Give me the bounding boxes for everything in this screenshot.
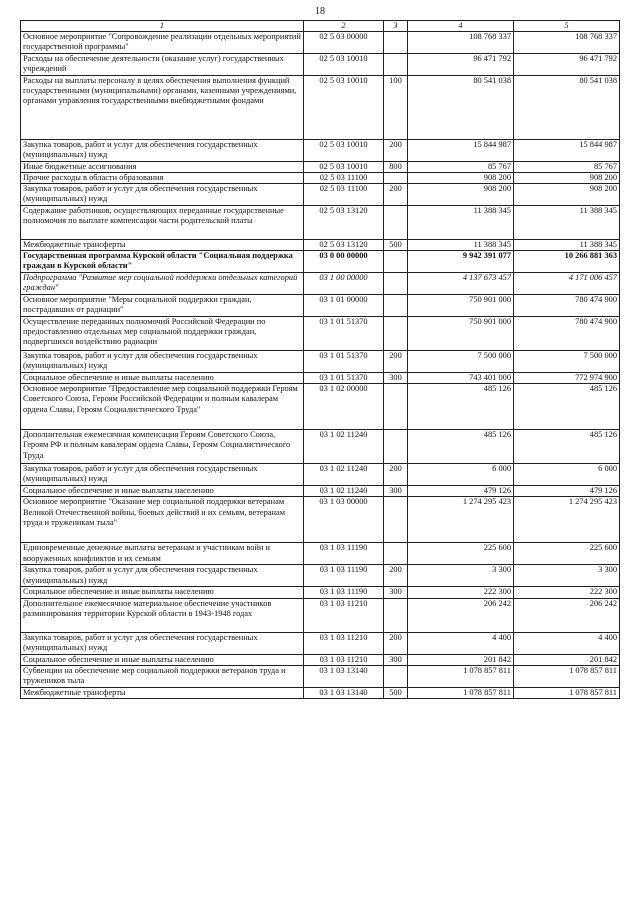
cell-vr: 800 <box>384 162 408 173</box>
cell-sum1: 908 200 <box>408 173 514 184</box>
table-row <box>21 240 620 251</box>
table-row <box>21 497 620 543</box>
cell-code: 03 1 02 11240 <box>304 464 384 486</box>
cell-sum1: 750 901 000 <box>408 317 514 351</box>
cell-sum1: 108 768 337 <box>408 32 514 54</box>
table-row <box>21 464 620 486</box>
cell-code: 03 1 02 11240 <box>304 430 384 464</box>
cell-sum1: 1 078 857 811 <box>408 665 514 687</box>
cell-sum1: 3 300 <box>408 565 514 587</box>
cell-sum2: 780 474 900 <box>514 295 620 317</box>
budget-table <box>20 20 620 699</box>
cell-vr <box>384 317 408 351</box>
cell-code: 03 1 01 00000 <box>304 295 384 317</box>
cell-code: 03 1 03 11210 <box>304 654 384 665</box>
cell-name: Закупка товаров, работ и услуг для обеспечения государственных (муниципальных) нужд <box>21 184 304 206</box>
table-row <box>21 543 620 565</box>
cell-sum1: 1 078 857 811 <box>408 687 514 698</box>
cell-sum2: 11 388 345 <box>514 240 620 251</box>
cell-code: 02 5 03 13120 <box>304 206 384 240</box>
cell-sum1: 6 000 <box>408 464 514 486</box>
cell-vr <box>384 251 408 273</box>
cell-code: 02 5 03 10010 <box>304 54 384 76</box>
cell-name: Подпрограмма "Развитие мер социальной поддержки отдельных категорий граждан" <box>21 273 304 295</box>
cell-vr <box>384 54 408 76</box>
table-row <box>21 206 620 240</box>
cell-sum2: 225 600 <box>514 543 620 565</box>
cell-name: Социальное обеспечение и иные выплаты населению <box>21 373 304 384</box>
cell-sum2: 15 844 987 <box>514 140 620 162</box>
table-row <box>21 687 620 698</box>
cell-code: 03 1 03 13140 <box>304 687 384 698</box>
column-number-sum1: 4 <box>408 21 514 32</box>
cell-code: 03 1 02 00000 <box>304 384 384 430</box>
cell-name: Закупка товаров, работ и услуг для обеспечения государственных (муниципальных) нужд <box>21 140 304 162</box>
table-row <box>21 351 620 373</box>
table-row <box>21 162 620 173</box>
cell-sum2: 80 541 038 <box>514 76 620 140</box>
cell-sum2: 780 474 900 <box>514 317 620 351</box>
cell-sum1: 4 400 <box>408 632 514 654</box>
cell-sum1: 479 126 <box>408 486 514 497</box>
cell-name: Социальное обеспечение и иные выплаты населению <box>21 587 304 598</box>
cell-sum2: 11 388 345 <box>514 206 620 240</box>
cell-name: Дополнительное ежемесячное материальное обеспечение участников разминирования территории Курской области в 1943-1948 годах <box>21 598 304 632</box>
cell-vr: 500 <box>384 240 408 251</box>
cell-vr <box>384 497 408 543</box>
cell-name: Единовременные денежные выплаты ветеранам и участникам войн и вооруженных конфликтов и их семьям <box>21 543 304 565</box>
column-number-vr: 3 <box>384 21 408 32</box>
table-row <box>21 173 620 184</box>
cell-sum1: 485 126 <box>408 384 514 430</box>
table-row <box>21 32 620 54</box>
cell-code: 03 1 03 11210 <box>304 598 384 632</box>
cell-name: Содержание работников, осуществляющих переданные государственные полномочия по выплате компенсации части родительской платы <box>21 206 304 240</box>
cell-sum2: 772 974 900 <box>514 373 620 384</box>
cell-vr: 200 <box>384 140 408 162</box>
cell-sum2: 222 300 <box>514 587 620 598</box>
column-number-sum2: 5 <box>514 21 620 32</box>
cell-code: 03 1 03 00000 <box>304 497 384 543</box>
cell-sum2: 4 171 006 457 <box>514 273 620 295</box>
cell-sum2: 7 500 000 <box>514 351 620 373</box>
cell-sum1: 15 844 987 <box>408 140 514 162</box>
column-number-code: 2 <box>304 21 384 32</box>
column-number-row <box>21 21 620 32</box>
cell-sum1: 222 300 <box>408 587 514 598</box>
cell-name: Осуществление переданных полномочий Российской Федерации по предоставлению отдельных мер социальной поддержки граждан, подвергшихся воздействию радиации <box>21 317 304 351</box>
cell-vr <box>384 295 408 317</box>
table-row <box>21 317 620 351</box>
cell-vr <box>384 598 408 632</box>
cell-vr: 300 <box>384 587 408 598</box>
cell-sum1: 7 500 000 <box>408 351 514 373</box>
table-row <box>21 76 620 140</box>
cell-code: 02 5 03 10010 <box>304 162 384 173</box>
cell-sum1: 11 388 345 <box>408 206 514 240</box>
column-number-name: 1 <box>21 21 304 32</box>
cell-vr: 200 <box>384 565 408 587</box>
cell-name: Социальное обеспечение и иные выплаты населению <box>21 654 304 665</box>
cell-vr: 100 <box>384 76 408 140</box>
cell-sum2: 201 842 <box>514 654 620 665</box>
cell-sum2: 908 200 <box>514 173 620 184</box>
cell-vr <box>384 32 408 54</box>
cell-code: 03 1 01 51370 <box>304 351 384 373</box>
table-row <box>21 430 620 464</box>
cell-sum2: 1 078 857 811 <box>514 687 620 698</box>
cell-code: 02 5 03 00000 <box>304 32 384 54</box>
cell-name: Основное мероприятие "Сопровождение реализации отдельных мероприятий государственной программы" <box>21 32 304 54</box>
table-row <box>21 665 620 687</box>
cell-name: Основное мероприятие "Оказание мер социальной поддержки ветеранам Великой Отечественной войны, боевых действий и их семьям, ветеранам труда и труженикам тыла" <box>21 497 304 543</box>
cell-code: 03 1 00 00000 <box>304 273 384 295</box>
cell-vr: 300 <box>384 373 408 384</box>
cell-code: 02 5 03 13120 <box>304 240 384 251</box>
cell-sum2: 485 126 <box>514 430 620 464</box>
table-row <box>21 598 620 632</box>
cell-name: Иные бюджетные ассигнования <box>21 162 304 173</box>
cell-code: 03 1 01 51370 <box>304 373 384 384</box>
cell-sum1: 743 401 000 <box>408 373 514 384</box>
cell-code: 03 1 03 13140 <box>304 665 384 687</box>
cell-vr: 300 <box>384 486 408 497</box>
table-row <box>21 273 620 295</box>
cell-code: 02 5 03 11100 <box>304 184 384 206</box>
cell-name: Основное мероприятие "Предоставление мер социальной поддержки Героям Советского Союза, Героям Российской Федерации и полным кавалерам ордена Славы, Героям Социалистического Труда" <box>21 384 304 430</box>
cell-vr <box>384 173 408 184</box>
cell-code: 02 5 03 11100 <box>304 173 384 184</box>
table-row <box>21 632 620 654</box>
table-row <box>21 654 620 665</box>
cell-code: 03 1 03 11190 <box>304 565 384 587</box>
cell-sum2: 1 078 857 811 <box>514 665 620 687</box>
table-row <box>21 184 620 206</box>
cell-sum1: 85 767 <box>408 162 514 173</box>
cell-sum1: 201 842 <box>408 654 514 665</box>
cell-name: Закупка товаров, работ и услуг для обеспечения государственных (муниципальных) нужд <box>21 632 304 654</box>
table-row <box>21 251 620 273</box>
cell-sum2: 85 767 <box>514 162 620 173</box>
table-row <box>21 587 620 598</box>
cell-code: 03 1 02 11240 <box>304 486 384 497</box>
cell-vr <box>384 273 408 295</box>
cell-vr: 200 <box>384 351 408 373</box>
cell-vr <box>384 665 408 687</box>
cell-sum2: 206 242 <box>514 598 620 632</box>
cell-sum2: 10 266 881 363 <box>514 251 620 273</box>
table-row <box>21 295 620 317</box>
cell-code: 02 5 03 10010 <box>304 76 384 140</box>
cell-code: 03 0 00 00000 <box>304 251 384 273</box>
cell-sum1: 80 541 038 <box>408 76 514 140</box>
cell-sum2: 1 274 295 423 <box>514 497 620 543</box>
cell-sum1: 4 137 673 457 <box>408 273 514 295</box>
cell-code: 03 1 03 11190 <box>304 587 384 598</box>
cell-name: Прочие расходы в области образования <box>21 173 304 184</box>
cell-code: 02 5 03 10010 <box>304 140 384 162</box>
cell-sum2: 96 471 792 <box>514 54 620 76</box>
table-row <box>21 373 620 384</box>
cell-name: Дополнительная ежемесячная компенсация Героям Советского Союза, Героям РФ и полным кавалерам ордена Славы, Героям Социалистического Труда <box>21 430 304 464</box>
page-number: 18 <box>315 6 325 17</box>
cell-sum1: 1 274 295 423 <box>408 497 514 543</box>
cell-vr: 200 <box>384 632 408 654</box>
cell-name: Закупка товаров, работ и услуг для обеспечения государственных (муниципальных) нужд <box>21 464 304 486</box>
cell-sum2: 908 200 <box>514 184 620 206</box>
cell-code: 03 1 03 11210 <box>304 632 384 654</box>
table-row <box>21 565 620 587</box>
cell-vr: 500 <box>384 687 408 698</box>
table-row <box>21 140 620 162</box>
cell-sum1: 225 600 <box>408 543 514 565</box>
cell-sum2: 6 000 <box>514 464 620 486</box>
cell-name: Расходы на выплаты персоналу в целях обеспечения выполнения функций государственными (муниципальными) органами, казенными учреждениями, органами управления государственными внебюджетными фондами <box>21 76 304 140</box>
cell-vr <box>384 430 408 464</box>
cell-sum1: 9 942 391 077 <box>408 251 514 273</box>
cell-name: Закупка товаров, работ и услуг для обеспечения государственных (муниципальных) нужд <box>21 565 304 587</box>
table-row <box>21 486 620 497</box>
budget-table-body <box>21 21 620 699</box>
cell-name: Межбюджетные трансферты <box>21 687 304 698</box>
cell-vr: 200 <box>384 464 408 486</box>
cell-name: Социальное обеспечение и иные выплаты населению <box>21 486 304 497</box>
cell-sum2: 485 126 <box>514 384 620 430</box>
cell-sum2: 108 768 337 <box>514 32 620 54</box>
cell-name: Расходы на обеспечение деятельности (оказание услуг) государственных учреждений <box>21 54 304 76</box>
cell-code: 03 1 03 11190 <box>304 543 384 565</box>
cell-vr <box>384 206 408 240</box>
cell-name: Государственная программа Курской области "Социальная поддержка граждан в Курской области" <box>21 251 304 273</box>
cell-sum1: 11 388 345 <box>408 240 514 251</box>
table-row <box>21 54 620 76</box>
cell-name: Субвенции на обеспечение мер социальной поддержки ветеранов труда и тружеников тыла <box>21 665 304 687</box>
cell-vr <box>384 384 408 430</box>
cell-vr: 200 <box>384 184 408 206</box>
table-row <box>21 384 620 430</box>
cell-vr: 300 <box>384 654 408 665</box>
cell-sum2: 4 400 <box>514 632 620 654</box>
cell-name: Основное мероприятие "Меры социальной поддержки граждан, пострадавших от радиации" <box>21 295 304 317</box>
cell-code: 03 1 01 51370 <box>304 317 384 351</box>
cell-vr <box>384 543 408 565</box>
cell-sum1: 908 200 <box>408 184 514 206</box>
cell-name: Закупка товаров, работ и услуг для обеспечения государственных (муниципальных) нужд <box>21 351 304 373</box>
cell-sum2: 479 126 <box>514 486 620 497</box>
cell-sum1: 485 126 <box>408 430 514 464</box>
cell-sum1: 206 242 <box>408 598 514 632</box>
cell-sum1: 96 471 792 <box>408 54 514 76</box>
cell-name: Межбюджетные трансферты <box>21 240 304 251</box>
cell-sum1: 750 901 000 <box>408 295 514 317</box>
cell-sum2: 3 300 <box>514 565 620 587</box>
